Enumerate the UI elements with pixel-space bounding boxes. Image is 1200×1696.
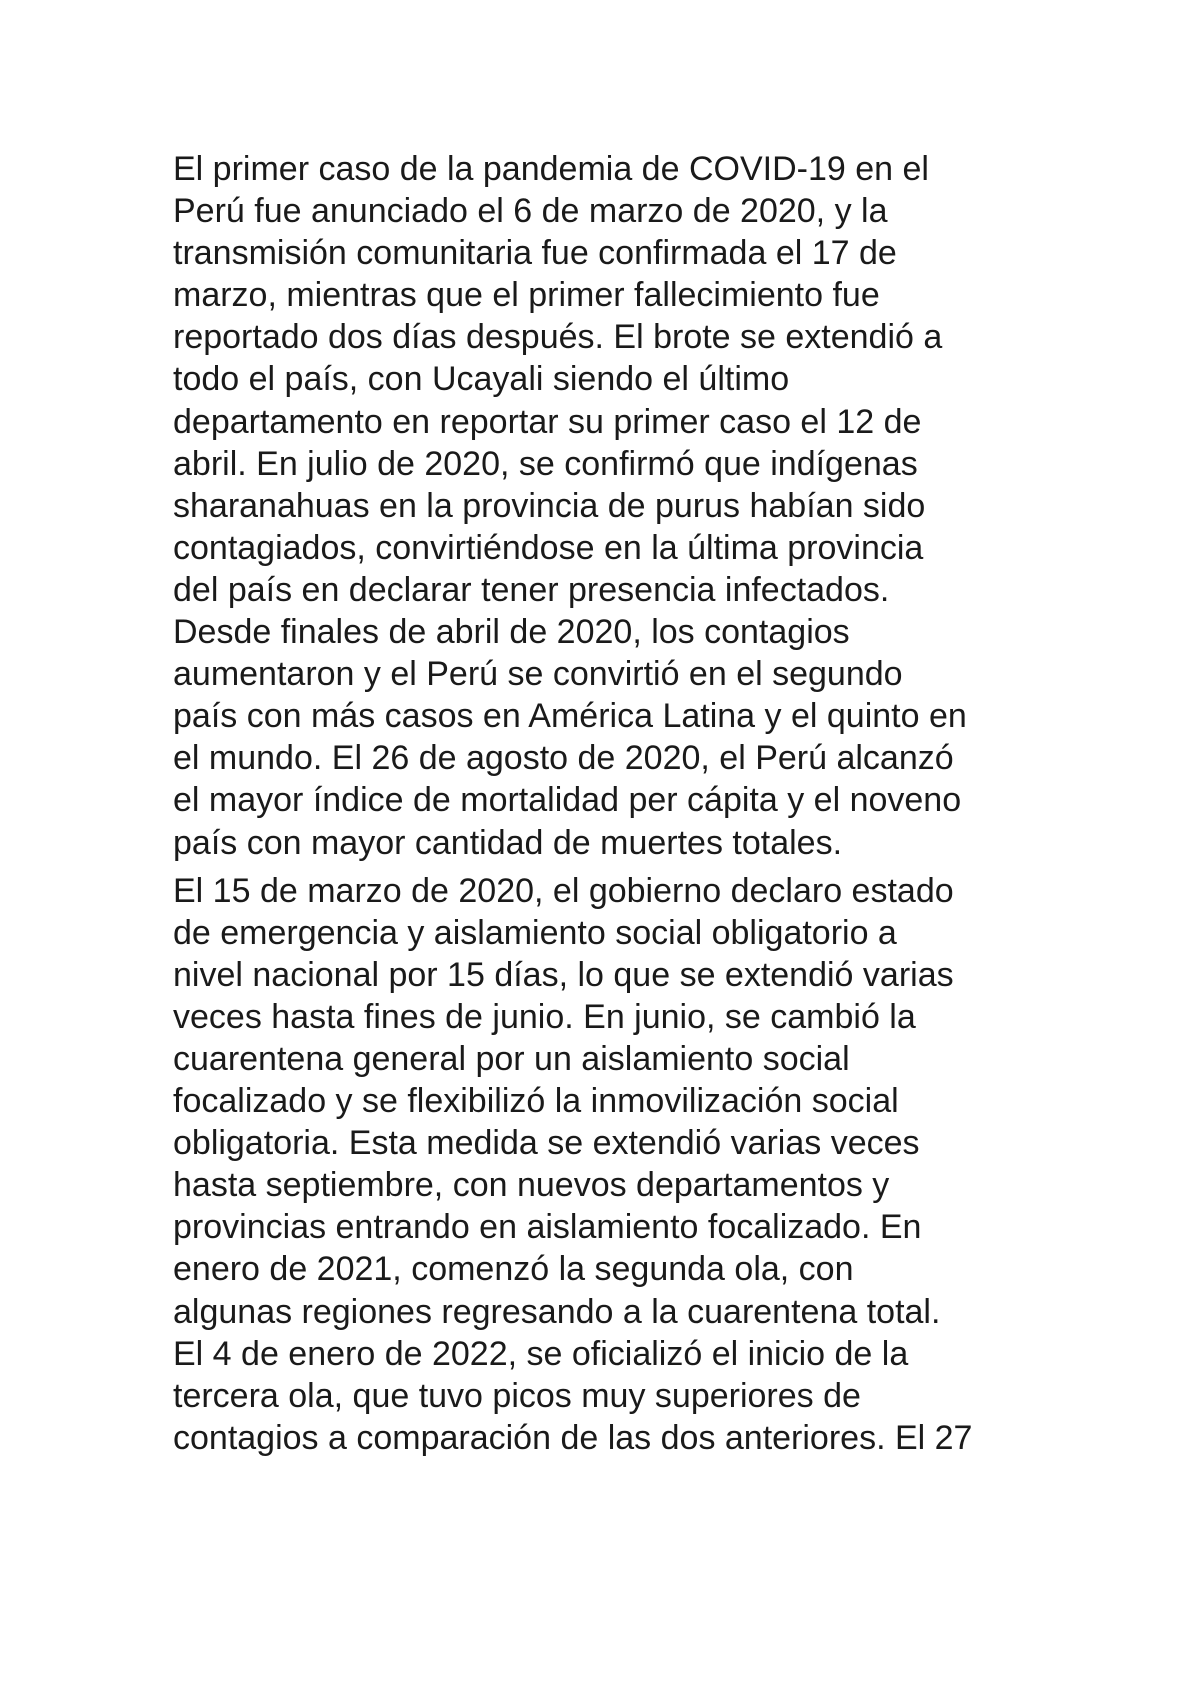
text-line: de emergencia y aislamiento social obligatorio a	[173, 913, 897, 952]
text-line: nivel nacional por 15 días, lo que se extendió varias	[173, 955, 954, 994]
text-line: provincias entrando en aislamiento focalizado. En	[173, 1208, 922, 1247]
text-line: Perú fue anunciado el 6 de marzo de 2020, y la	[173, 192, 888, 231]
text-line: veces hasta fines de junio. En junio, se cambió la	[173, 997, 916, 1036]
text-line: algunas regiones regresando a la cuarentena total.	[173, 1292, 941, 1331]
text-line: obligatoria. Esta medida se extendió varias veces	[173, 1124, 920, 1163]
text-line: país con mayor cantidad de muertes totales.	[173, 823, 843, 862]
text-line: El 4 de enero de 2022, se oficializó el inicio de la	[173, 1334, 909, 1373]
text-line: aumentaron y el Perú se convirtió en el segundo	[173, 655, 903, 694]
text-line: El 15 de marzo de 2020, el gobierno declaro estado	[173, 871, 954, 910]
text-line: focalizado y se flexibilizó la inmovilización social	[173, 1082, 899, 1121]
text-line: del país en declarar tener presencia infectados.	[173, 570, 890, 609]
paragraph-2	[173, 870, 1053, 1459]
text-line: sharanahuas en la provincia de purus habían sido	[173, 486, 926, 525]
document-body	[173, 148, 1053, 1459]
paragraph-1	[173, 148, 1053, 864]
text-line: abril. En julio de 2020, se confirmó que indígenas	[173, 444, 918, 483]
text-line: El primer caso de la pandemia de COVID-19 en el	[173, 150, 929, 188]
text-line: país con más casos en América Latina y el quinto en	[173, 697, 967, 736]
text-line: reportado dos días después. El brote se extendió a	[173, 318, 943, 357]
text-line: todo el país, con Ucayali siendo el último	[173, 360, 790, 399]
text-line: contagiados, convirtiéndose en la última provincia	[173, 528, 924, 567]
text-line: el mundo. El 26 de agosto de 2020, el Perú alcanzó	[173, 739, 954, 778]
text-line: hasta septiembre, con nuevos departamentos y	[173, 1166, 890, 1205]
text-line: Desde finales de abril de 2020, los contagios	[173, 613, 850, 652]
text-line: departamento en reportar su primer caso el 12 de	[173, 402, 922, 441]
text-line: transmisión comunitaria fue confirmada el 17 de	[173, 234, 897, 273]
text-line: marzo, mientras que el primer fallecimiento fue	[173, 276, 880, 315]
text-line: tercera ola, que tuvo picos muy superiores de	[173, 1376, 861, 1415]
text-line: enero de 2021, comenzó la segunda ola, con	[173, 1250, 854, 1289]
text-line: contagios a comparación de las dos anteriores. El 27	[173, 1418, 973, 1457]
text-line: cuarentena general por un aislamiento social	[173, 1039, 850, 1078]
text-line: el mayor índice de mortalidad per cápita y el noveno	[173, 781, 962, 820]
